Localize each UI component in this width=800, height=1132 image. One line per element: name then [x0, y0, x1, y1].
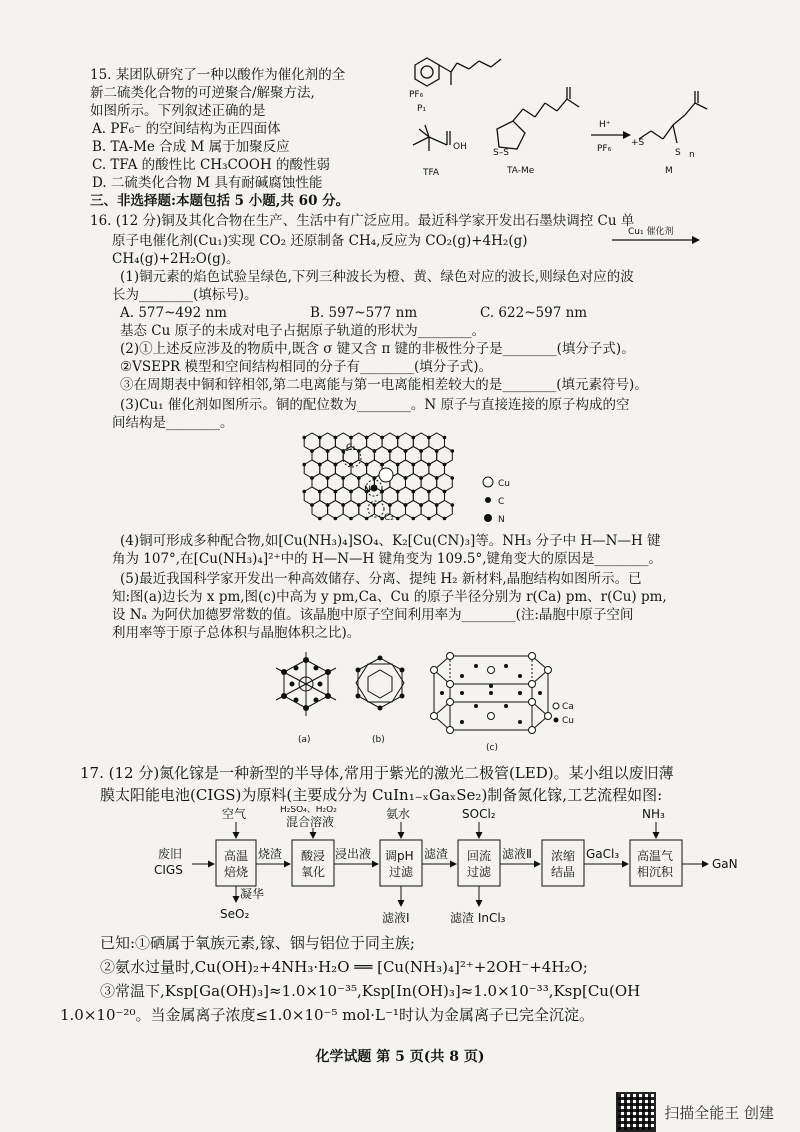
q15-option-a: A. PF₆⁻ 的空间结构为正四面体 [92, 121, 281, 137]
box3-l1: 调pH [385, 849, 414, 863]
carbon-atom [373, 503, 377, 507]
box6-l1: 高温气 [637, 849, 674, 863]
carbon-atom [380, 463, 384, 467]
start-label-1: 废旧 [158, 847, 183, 861]
figure-b-label: (b) [372, 735, 385, 745]
q16-part5-line1: (5)最近我国科学家开发出一种高效储存、分离、提纯 H₂ 新材料,晶胞结构如图所示。已 [120, 571, 642, 587]
carbon-atom [365, 463, 369, 467]
h-plus-label: H⁺ [599, 120, 611, 130]
tfa-structure [413, 125, 450, 151]
legend-c-label: C [498, 497, 505, 507]
q16-part3-line1: (3)Cu₁ 催化剂如图所示。铜的配位数为________。N 原子与直接连接的原子构成的空 [120, 397, 630, 413]
hex-ring [437, 501, 453, 519]
q15-option-c: C. TFA 的酸性比 CH₃COOH 的酸性弱 [92, 157, 331, 173]
q16-part1-line3: 基态 Cu 原子的未成对电子占据原子轨道的形状为________。 [120, 323, 486, 339]
ammonia-label: 氨水 [386, 807, 411, 821]
q16-part2-line2: ②VSEPR 模型和空间结构相同的分子有________(填分子式)。 [120, 359, 493, 375]
carbon-atom [427, 517, 431, 521]
carbon-atom [419, 476, 423, 480]
carbon-atom [349, 490, 353, 494]
carbon-atom [302, 436, 306, 440]
carbon-atom [404, 503, 408, 507]
carbon-atom [349, 436, 353, 440]
carbon-atom [341, 476, 345, 480]
hex-ring [421, 501, 437, 519]
q15-option-d: D. 二硫类化合物 M 具有耐碱腐蚀性能 [92, 175, 323, 191]
q16-part4-line1: (4)铜可形成多种配合物,如[Cu(NH₃)₄]SO₄、K₂[Cu(CN)₃]等。NH₃ 分子中 H—N—H 键 [120, 533, 661, 549]
sub3-filtrate1: 滤液Ⅰ [382, 911, 410, 925]
legend-cu-label: Cu [498, 479, 510, 489]
page-footer: 化学试题 第 5 页(共 8 页) [315, 1049, 485, 1065]
q16-option-a: A. 577~492 nm [120, 305, 227, 321]
q16-line3: CH₄(g)+2H₂O(g)。 [112, 251, 240, 267]
carbon-atom [334, 490, 338, 494]
reaction-arrow [610, 224, 700, 248]
q17-line1: 17. (12 分)氮化镓是一种新型的半导体,常用于紫光的激光二极管(LED)。某小组以废旧薄 [80, 764, 674, 782]
box-crystallize [542, 840, 584, 886]
carbon-atom [451, 449, 455, 453]
carbon-atom [435, 476, 439, 480]
carbon-atom [412, 436, 416, 440]
carbon-atom [357, 503, 361, 507]
carbon-atom [349, 463, 353, 467]
figure-c-label: (c) [486, 743, 498, 753]
q16-line1: 16. (12 分)铜及其化合物在生产、生活中有广泛应用。最近科学家开发出石墨炔调控 Cu 单 [90, 213, 635, 229]
box1-l2: 焙烧 [224, 865, 249, 879]
c1-label: C₁ [346, 443, 356, 453]
box5-l1: 浓缩 [551, 849, 576, 863]
tame-s-label: S–S [493, 148, 509, 158]
carbon-atom [326, 449, 330, 453]
q15-stem-line3: 如图所示。下列叙述正确的是 [90, 103, 266, 119]
acid-label-1: H₂SO₄、H₂O₂ [280, 806, 337, 815]
c2-label: C₂ [384, 513, 394, 523]
box-roast [216, 840, 256, 886]
n-subscript: n [689, 150, 695, 160]
legend-n-label: N [498, 515, 505, 525]
q16-part5-line3: 设 Nₐ 为阿伏加德罗常数的值。该晶胞中原子空间利用率为________(注:晶胞中原子空间 [112, 607, 634, 623]
pf6-label: PF₆ [409, 90, 424, 100]
svg-text:+S: +S [631, 138, 645, 148]
q17-known-4: 1.0×10⁻²⁰。当金属离子浓度≤1.0×10⁻⁵ mol·L⁻¹时认为金属离子已完全沉淀。 [60, 1006, 594, 1024]
carbon-atom [412, 463, 416, 467]
carbon-atom [334, 436, 338, 440]
carbon-atom [427, 490, 431, 494]
arrow3-label: 滤渣 [424, 847, 449, 861]
q16-part5-line4: 利用率等于原子总体积与晶胞体积之比)。 [112, 625, 361, 641]
carbon-atom [427, 436, 431, 440]
q17-known-2: ②氨水过量时,Cu(OH)₂+4NH₃·H₂O ══ [Cu(NH₃)₄]²⁺+2OH⁻+4H₂O; [100, 958, 588, 976]
legend-c-symbol [486, 498, 491, 503]
carbon-atom [373, 476, 377, 480]
carbon-atom [419, 503, 423, 507]
catalyst-label: Cu₁ 催化剂 [628, 227, 674, 237]
q16-option-b: B. 597~577 nm [310, 305, 418, 321]
carbon-atom [396, 436, 400, 440]
q17-known-1: 已知:①硒属于氧族元素,镓、铟与铝位于同主族; [100, 934, 415, 952]
carbon-atom [302, 490, 306, 494]
q17-known-3: ③常温下,Ksp[Ga(OH)₃]≈1.0×10⁻³⁵,Ksp[In(OH)₃]≈1.0×10⁻³³,Ksp[Cu(OH [100, 982, 641, 1000]
q15-reaction-figure [395, 55, 715, 190]
m-label: M [665, 166, 673, 176]
hex-ring [343, 501, 359, 519]
arrow2-label: 浸出液 [335, 847, 372, 861]
p1-label: P₁ [417, 104, 427, 114]
figure-a-label: (a) [298, 735, 311, 745]
carbon-atom [451, 503, 455, 507]
carbon-atom [427, 463, 431, 467]
tame-structure [497, 87, 579, 149]
hex-ring [406, 501, 422, 519]
svg-text:S: S [675, 148, 681, 158]
arrow1-label: 烧渣 [258, 847, 283, 861]
figure-b [356, 658, 404, 708]
carbon-atom [435, 449, 439, 453]
socl2-label: SOCl₂ [462, 807, 496, 821]
oh-label: OH [453, 142, 467, 152]
q17-line2: 膜太阳能电池(CIGS)为原料(主要成分为 CuIn₁₋ₓGaₓSe₂)制备氮化镓,工艺流程如图: [100, 786, 663, 804]
q15-stem-line1: 15. 某团队研究了一种以酸作为催化剂的全 [90, 67, 346, 83]
box-leach [292, 840, 334, 886]
box-ph [380, 840, 422, 886]
arrow4-label: 滤液Ⅱ [502, 847, 532, 861]
scanner-watermark [616, 1092, 774, 1132]
box3-l2: 过滤 [389, 865, 414, 879]
carbon-atom [443, 517, 447, 521]
legend-n-symbol [485, 515, 492, 522]
carbon-atom [310, 476, 314, 480]
carbon-atom [326, 476, 330, 480]
box6-l2: 相沉积 [637, 865, 674, 879]
carbon-atom [419, 449, 423, 453]
q16-part2-line1: (2)①上述反应涉及的物质中,既含 σ 键又含 π 键的非极性分子是________(填分子式)。 [120, 341, 635, 357]
carbon-atom [443, 463, 447, 467]
tame-label: TA-Me [507, 166, 535, 176]
carbon-atom [404, 449, 408, 453]
q15-stem-line2: 新二硫类化合物的可逆聚合/解聚方法, [90, 85, 315, 101]
carbon-atom [310, 503, 314, 507]
carbon-atom [318, 490, 322, 494]
carbon-atom [318, 436, 322, 440]
box-reflux [458, 840, 500, 886]
n-label: N [364, 485, 371, 495]
carbon-atom [443, 436, 447, 440]
n-atom [371, 485, 377, 491]
carbon-atom [357, 476, 361, 480]
end-gan: GaN [712, 857, 738, 871]
carbon-atom [318, 463, 322, 467]
q15-option-b: B. TA-Me 合成 M 属于加聚反应 [92, 139, 290, 155]
q16-part4-line2: 角为 107°,在[Cu(NH₃)₄]²⁺中的 H—N—H 键角变为 109.5°,键角变大的原因是________。 [112, 551, 663, 567]
box4-l1: 回流 [467, 849, 492, 863]
crystal-figures [262, 646, 602, 756]
q16-part2-line3: ③在周期表中铜和锌相邻,第二电离能与第一电离能相差较大的是________(填元素符号)。 [120, 377, 648, 393]
carbon-atom [318, 517, 322, 521]
sub1-seo2: SeO₂ [220, 907, 250, 921]
carbon-atom [396, 463, 400, 467]
carbon-atom [334, 517, 338, 521]
carbon-atom [412, 517, 416, 521]
p1-structure [415, 58, 501, 86]
watermark-text: 扫描全能王 创建 [664, 1103, 774, 1122]
carbon-atom [302, 463, 306, 467]
acid-label-2: 混合溶液 [286, 815, 335, 829]
q16-part3-line2: 间结构是________。 [112, 415, 234, 431]
start-label-2: CIGS [154, 863, 183, 877]
carbon-atom [365, 436, 369, 440]
carbon-atom [341, 503, 345, 507]
hex-ring [328, 501, 344, 519]
legend-cu-symbol [483, 477, 493, 487]
cu1-catalyst-figure [298, 432, 538, 532]
box4-l2: 过滤 [467, 865, 492, 879]
carbon-atom [396, 517, 400, 521]
q16-option-c: C. 622~597 nm [480, 305, 588, 321]
legend-cu-c: Cu [562, 716, 574, 726]
q16-part1-line2: 长为________(填标号)。 [112, 287, 258, 303]
carbon-atom [388, 503, 392, 507]
m-structure [639, 91, 707, 143]
carbon-atom [334, 463, 338, 467]
carbon-atom [365, 517, 369, 521]
pf6b-label: PF₆ [597, 144, 612, 154]
nh3-label: NH₃ [642, 807, 665, 821]
cu-atom [379, 468, 393, 482]
carbon-atom [412, 490, 416, 494]
legend-ca: Ca [562, 702, 574, 712]
carbon-atom [396, 490, 400, 494]
process-flow-diagram [140, 806, 780, 934]
sub1-sublimation: 凝华 [240, 887, 265, 901]
box1-l1: 高温 [224, 849, 249, 863]
carbon-atom [326, 503, 330, 507]
qr-code-icon [616, 1092, 656, 1132]
box-vapor-deposition [630, 840, 682, 886]
box5-l2: 结晶 [551, 865, 576, 879]
q16-part1-line1: (1)铜元素的焰色试验呈绿色,下列三种波长为橙、黄、绿色对应的波长,则绿色对应的波 [120, 269, 634, 285]
carbon-atom [435, 503, 439, 507]
carbon-atom [373, 449, 377, 453]
arrow5-label: GaCl₃ [586, 847, 620, 861]
tfa-label: TFA [423, 168, 440, 178]
section-3-heading: 三、非选择题:本题包括 5 小题,共 60 分。 [90, 193, 350, 209]
sub4-residue: 滤渣 InCl₃ [450, 911, 506, 925]
carbon-atom [388, 449, 392, 453]
carbon-atom [451, 476, 455, 480]
carbon-atom [404, 476, 408, 480]
q16-part5-line2: 知:图(a)边长为 x pm,图(c)中高为 y pm,Ca、Cu 的原子半径分别为 r(Ca) pm、r(Cu) pm, [112, 589, 667, 605]
hex-ring [312, 501, 328, 519]
carbon-atom [349, 517, 353, 521]
carbon-atom [380, 436, 384, 440]
q16-line2: 原子电催化剂(Cu₁)实现 CO₂ 还原制备 CH₄,反应为 CO₂(g)+4H₂(g) [112, 233, 528, 249]
box2-l1: 酸浸 [301, 849, 326, 863]
air-label: 空气 [222, 807, 247, 821]
box2-l2: 氧化 [301, 865, 326, 879]
carbon-atom [310, 449, 314, 453]
carbon-atom [443, 490, 447, 494]
